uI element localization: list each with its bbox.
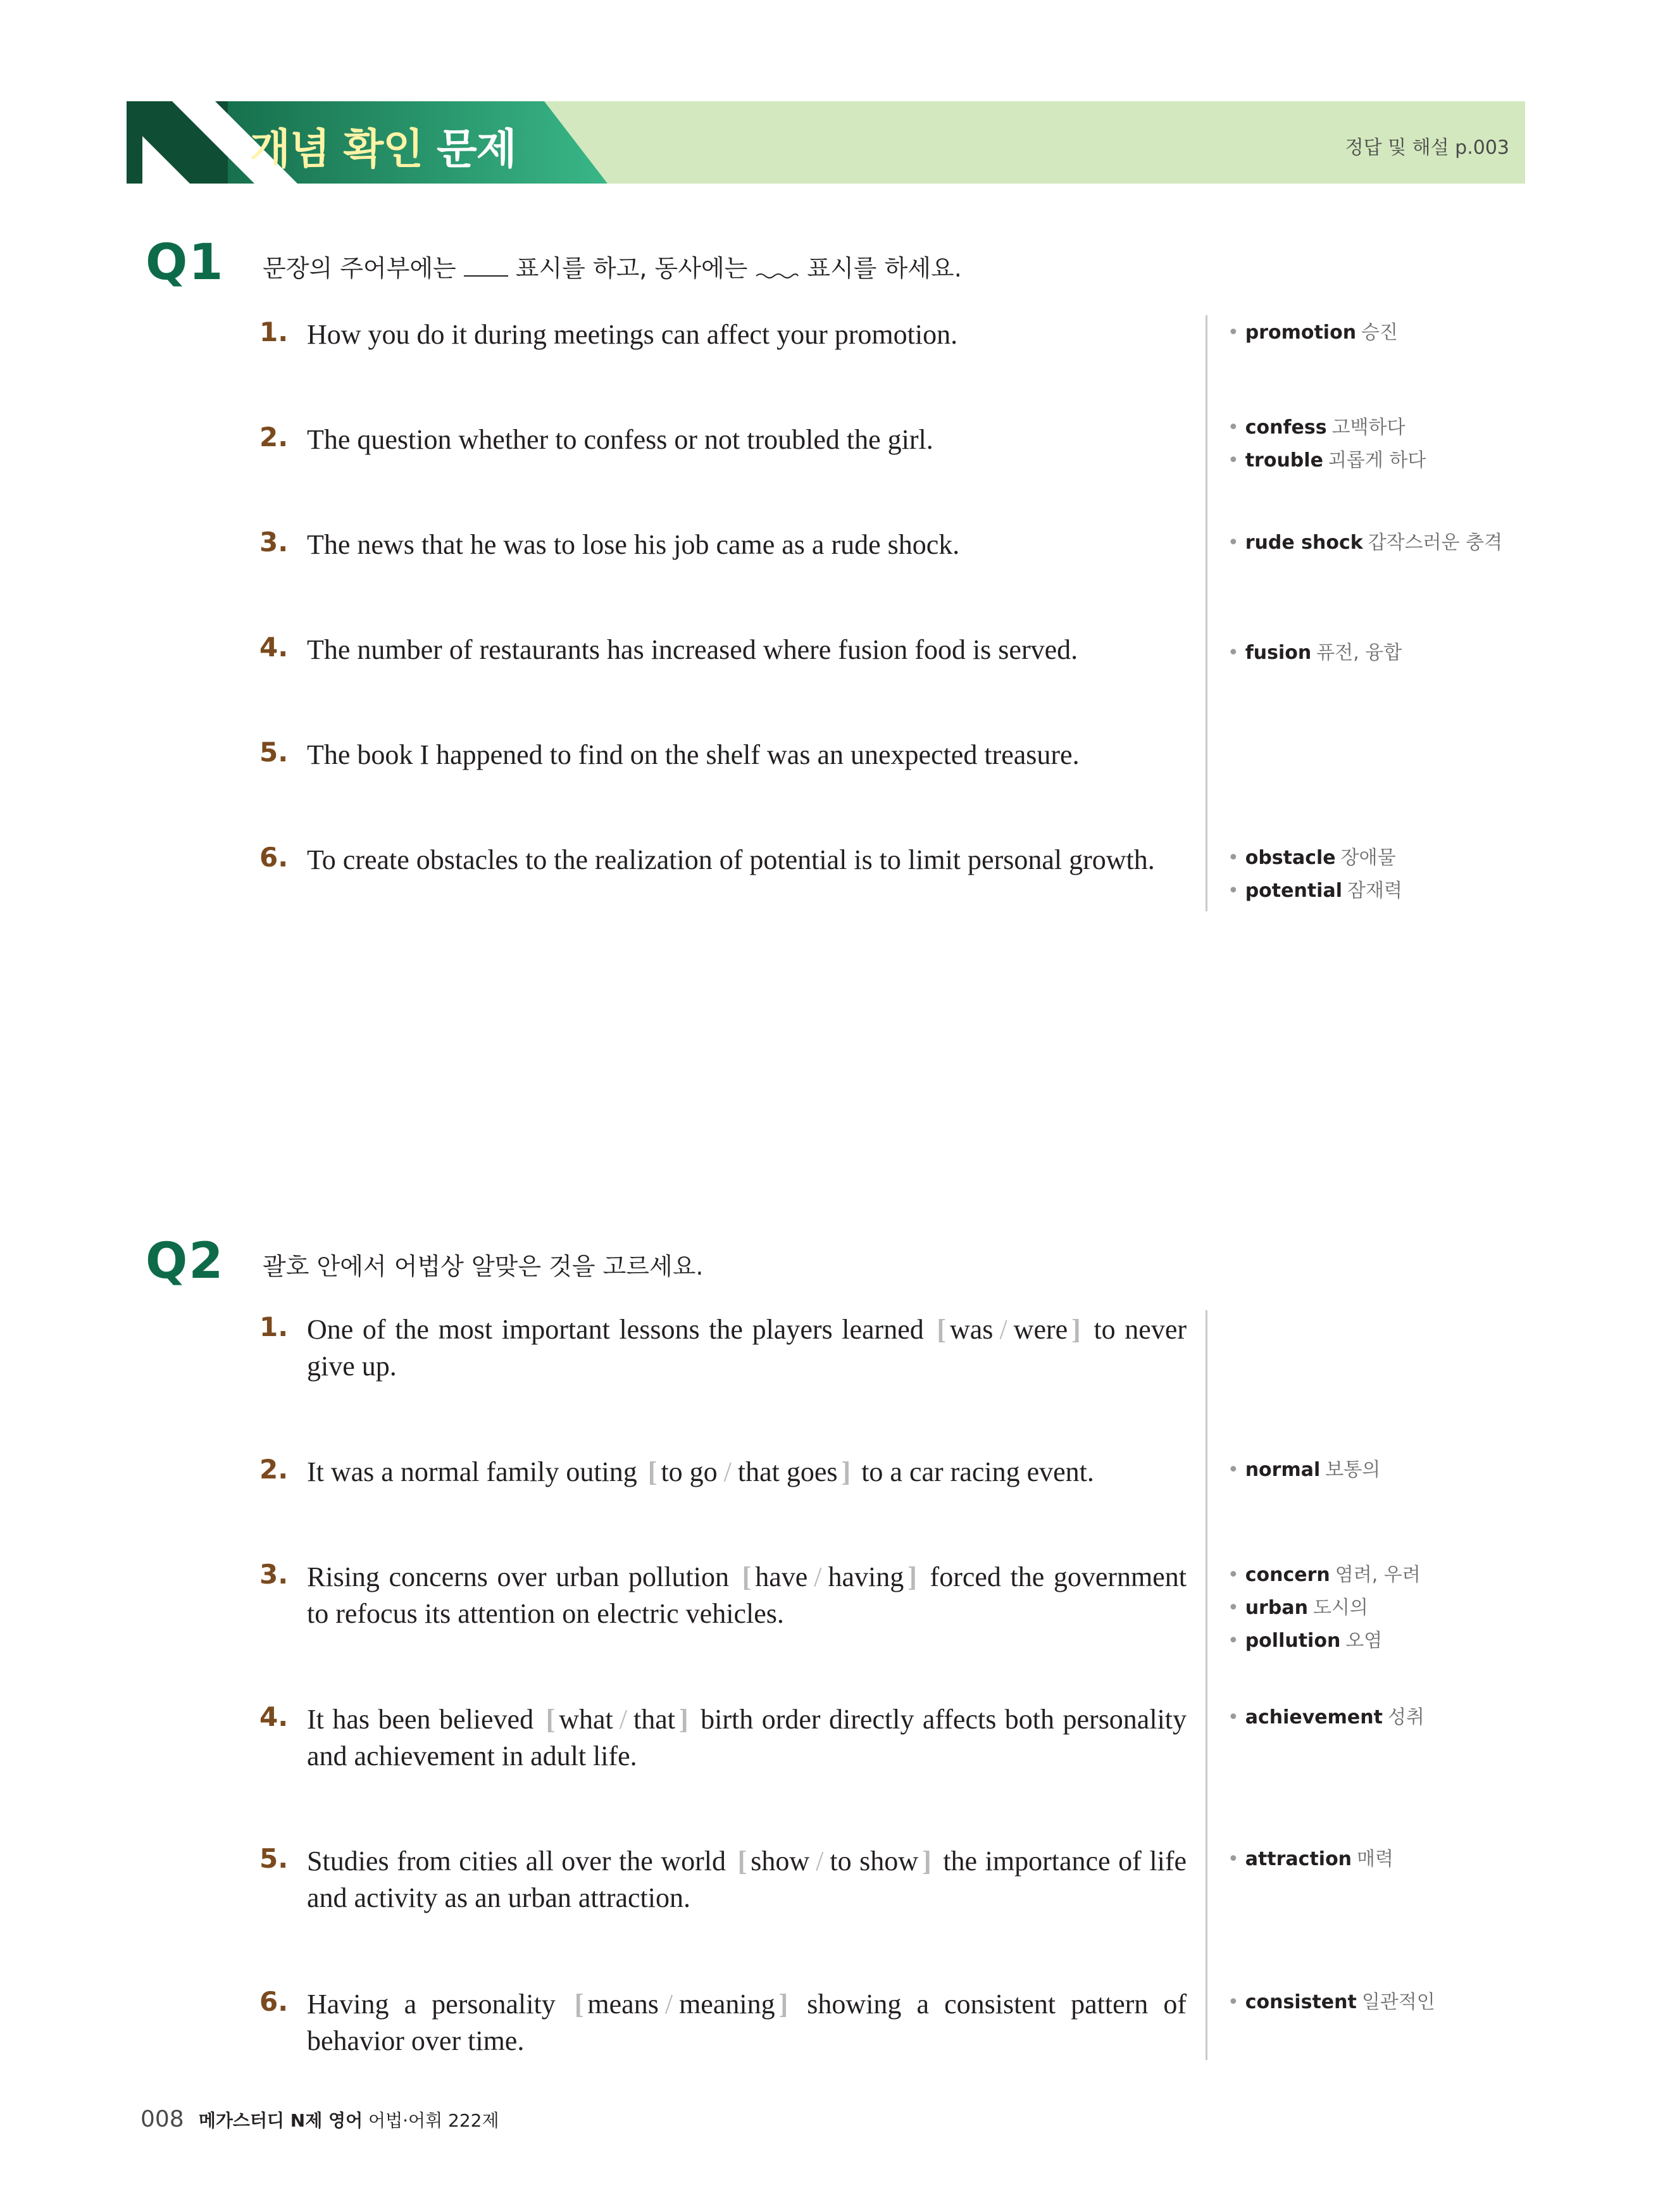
- q1-vocab-3: [1228, 527, 1502, 559]
- slash-divider: /: [664, 1989, 673, 2020]
- item-number: 2.: [259, 1454, 289, 1485]
- item-number: 1.: [259, 316, 289, 347]
- wavy-underline-mark: [755, 251, 799, 277]
- q1-label: Q1: [146, 234, 225, 291]
- header-banner: [0, 0, 1658, 190]
- vocab-meaning: 잠재력: [1347, 880, 1402, 902]
- sentence-before: It was a normal family outing: [307, 1456, 637, 1487]
- q1-item-1: [259, 316, 1187, 353]
- vocab-entry: [1228, 1559, 1421, 1592]
- q1-item-3: [259, 527, 1187, 563]
- vocab-word: rude shock: [1245, 532, 1363, 554]
- close-bracket: ]: [778, 1989, 788, 2020]
- choice-option-2[interactable]: having: [828, 1561, 904, 1592]
- bullet-icon: •: [1228, 1597, 1239, 1619]
- open-bracket: [: [647, 1456, 658, 1487]
- vocab-entry: [1228, 1592, 1421, 1625]
- item-number: 3.: [259, 527, 289, 558]
- vocab-meaning: 도시의: [1312, 1597, 1368, 1619]
- item-number: 4.: [259, 632, 289, 663]
- q2-label: Q2: [146, 1233, 225, 1290]
- item-sentence: The question whether to confess or not troubled the girl.: [307, 424, 933, 455]
- vocab-meaning: 매력: [1357, 1848, 1394, 1870]
- vocab-word: normal: [1245, 1459, 1321, 1481]
- item-number: 5.: [259, 737, 289, 768]
- q1-item-5: [259, 737, 1187, 773]
- open-bracket: [: [737, 1846, 747, 1877]
- bullet-icon: •: [1228, 449, 1239, 472]
- item-number: 5.: [259, 1843, 289, 1874]
- vocab-meaning: 일관적인: [1361, 1991, 1435, 2013]
- vocab-entry: [1228, 527, 1502, 559]
- vocab-entry: [1228, 316, 1398, 349]
- item-number: 6.: [259, 1986, 289, 2017]
- vocab-meaning: 고백하다: [1331, 416, 1406, 439]
- vocab-entry: [1228, 444, 1426, 477]
- sentence-after: to a car racing event.: [861, 1456, 1094, 1487]
- section-title-part2: 문제: [437, 125, 516, 173]
- bullet-icon: •: [1228, 880, 1239, 902]
- vocab-word: trouble: [1245, 449, 1323, 472]
- q1-vocab-2: [1228, 411, 1426, 477]
- book-title-bold: 메가스터디 N제 영어: [198, 2110, 363, 2131]
- close-bracket: ]: [678, 1704, 689, 1735]
- bullet-icon: •: [1228, 1991, 1239, 2013]
- vocab-entry: [1228, 1454, 1380, 1487]
- item-number: 4.: [259, 1701, 289, 1732]
- vocab-word: potential: [1245, 880, 1342, 902]
- item-number: 2.: [259, 422, 289, 453]
- item-sentence: How you do it during meetings can affect your promotion.: [307, 319, 958, 350]
- sentence-after: birth order directly affects both personality and achievement in adult life.: [307, 1704, 1187, 1771]
- item-sentence: The news that he was to lose his job came as a rude shock.: [307, 529, 960, 560]
- choice-option-2[interactable]: that: [633, 1704, 675, 1735]
- bullet-icon: •: [1228, 1706, 1239, 1728]
- open-bracket: [: [574, 1989, 584, 2020]
- bullet-icon: •: [1228, 416, 1239, 439]
- q2-item-3: [259, 1559, 1187, 1632]
- choice-option-1[interactable]: what: [559, 1704, 613, 1735]
- sentence-before: It has been believed: [307, 1704, 534, 1735]
- q2-item-2: [259, 1454, 1187, 1490]
- close-bracket: ]: [922, 1846, 932, 1877]
- choice-option-2[interactable]: were: [1013, 1314, 1068, 1345]
- q2-vocab-4: [1228, 1701, 1424, 1734]
- vocab-entry: [1228, 1701, 1424, 1734]
- bullet-icon: •: [1228, 532, 1239, 554]
- item-number: 3.: [259, 1559, 289, 1590]
- vocab-word: obstacle: [1245, 847, 1336, 869]
- q2-vocab-6: [1228, 1986, 1435, 2019]
- item-sentence: [307, 1311, 1187, 1385]
- q1-instruction-part2: 표시를 하고, 동사에는: [515, 254, 748, 282]
- section-title-part1: 개념 확인: [250, 125, 423, 173]
- vocab-meaning: 성취: [1387, 1706, 1424, 1728]
- vocab-meaning: 장애물: [1340, 847, 1396, 869]
- q2-vocab-5: [1228, 1843, 1393, 1876]
- vocab-entry: [1228, 411, 1426, 444]
- sentence-after: showing a consistent pattern of behavior over time.: [307, 1989, 1187, 2056]
- sentence-after: to never give up.: [307, 1314, 1187, 1382]
- vocab-word: concern: [1245, 1564, 1330, 1586]
- vocab-meaning: 괴롭게 하다: [1328, 449, 1426, 472]
- sentence-before: One of the most important lessons the players learned: [307, 1314, 924, 1345]
- choice-option-1[interactable]: have: [755, 1561, 808, 1592]
- vocab-meaning: 갑작스러운 충격: [1368, 532, 1503, 554]
- q2-item-6: [259, 1986, 1187, 2059]
- q2-vocab-3: [1228, 1559, 1421, 1658]
- q2-vocab-2: [1228, 1454, 1380, 1487]
- q2-divider: [1206, 1310, 1207, 2060]
- q1-vocab-1: [1228, 316, 1398, 349]
- choice-option-1[interactable]: means: [587, 1989, 659, 2020]
- q1-vocab-6: [1228, 842, 1402, 908]
- bullet-icon: •: [1228, 1459, 1239, 1481]
- close-bracket: ]: [907, 1561, 917, 1592]
- q1-vocab-4: [1228, 637, 1402, 670]
- vocab-word: confess: [1245, 416, 1327, 439]
- q2-instruction: 괄호 안에서 어법상 알맞은 것을 고르세요.: [263, 1253, 704, 1280]
- bullet-icon: •: [1228, 1848, 1239, 1870]
- underline-mark: [464, 254, 508, 277]
- vocab-entry: [1228, 842, 1402, 875]
- vocab-word: pollution: [1245, 1630, 1341, 1652]
- vocab-entry: [1228, 1986, 1435, 2019]
- vocab-word: promotion: [1245, 322, 1357, 344]
- choice-option-2[interactable]: to show: [830, 1846, 919, 1877]
- bullet-icon: •: [1228, 1630, 1239, 1652]
- q1-instruction: [263, 249, 962, 284]
- vocab-meaning: 오염: [1345, 1630, 1383, 1652]
- q2-item-4: [259, 1701, 1187, 1775]
- slash-divider: /: [619, 1704, 627, 1735]
- open-bracket: [: [937, 1314, 946, 1345]
- choice-option-1[interactable]: to go: [661, 1456, 718, 1487]
- book-title: [199, 2110, 499, 2131]
- item-sentence: The book I happened to find on the shelf was an unexpected treasure.: [307, 739, 1080, 770]
- close-bracket: ]: [841, 1456, 851, 1487]
- q1-item-6: [259, 842, 1187, 878]
- vocab-word: achievement: [1245, 1706, 1383, 1728]
- page-footer: [140, 2106, 499, 2132]
- sentence-after: forced the government to refocus its attention on electric vehicles.: [307, 1561, 1187, 1629]
- item-number: 6.: [259, 842, 289, 873]
- choice-option-1[interactable]: show: [751, 1846, 810, 1877]
- sentence-before: Studies from cities all over the world: [307, 1846, 726, 1877]
- choice-option-2[interactable]: meaning: [679, 1989, 775, 2020]
- sentence-after: the importance of life and activity as an urban attraction.: [307, 1846, 1187, 1913]
- vocab-meaning: 퓨전, 융합: [1316, 642, 1402, 664]
- vocab-word: consistent: [1245, 1991, 1357, 2013]
- slash-divider: /: [999, 1314, 1007, 1345]
- vocab-entry: [1228, 1625, 1421, 1658]
- q1-item-4: [259, 632, 1187, 668]
- item-sentence: [307, 1559, 1187, 1632]
- item-sentence: [307, 1986, 1187, 2059]
- choice-option-1[interactable]: was: [950, 1314, 994, 1345]
- item-sentence: To create obstacles to the realization of potential is to limit personal growth.: [307, 844, 1155, 875]
- bullet-icon: •: [1228, 1564, 1239, 1586]
- q2-item-5: [259, 1843, 1187, 1916]
- answer-reference: 정답 및 해설 p.003: [1345, 137, 1509, 159]
- vocab-entry: [1228, 1843, 1393, 1876]
- slash-divider: /: [723, 1456, 732, 1487]
- vocab-word: urban: [1245, 1597, 1308, 1619]
- item-sentence: [307, 1454, 1187, 1490]
- item-sentence: [307, 1701, 1187, 1775]
- open-bracket: [: [742, 1561, 752, 1592]
- bullet-icon: •: [1228, 642, 1239, 664]
- bullet-icon: •: [1228, 322, 1239, 344]
- bullet-icon: •: [1228, 847, 1239, 869]
- q1-instruction-part1: 문장의 주어부에는: [263, 254, 456, 282]
- book-title-rest: 어법·어휘 222제: [368, 2110, 499, 2131]
- vocab-entry: [1228, 637, 1402, 670]
- section-title: [250, 115, 516, 175]
- vocab-meaning: 염려, 우려: [1335, 1564, 1421, 1586]
- q1-instruction-part3: 표시를 하세요.: [807, 254, 962, 282]
- vocab-meaning: 승진: [1361, 322, 1399, 344]
- vocab-entry: [1228, 875, 1402, 908]
- sentence-before: Rising concerns over urban pollution: [307, 1561, 729, 1592]
- vocab-word: attraction: [1245, 1848, 1352, 1870]
- slash-divider: /: [814, 1561, 822, 1592]
- slash-divider: /: [816, 1846, 824, 1877]
- q1-item-2: [259, 422, 1187, 458]
- open-bracket: [: [545, 1704, 556, 1735]
- item-sentence: The number of restaurants has increased where fusion food is served.: [307, 634, 1078, 665]
- q2-item-1: [259, 1311, 1187, 1385]
- item-sentence: [307, 1843, 1187, 1916]
- vocab-meaning: 보통의: [1325, 1459, 1381, 1481]
- choice-option-2[interactable]: that goes: [737, 1456, 838, 1487]
- item-number: 1.: [259, 1311, 289, 1342]
- close-bracket: ]: [1071, 1314, 1081, 1345]
- q1-divider: [1206, 315, 1207, 911]
- sentence-before: Having a personality: [307, 1989, 556, 2020]
- page-number: 008: [140, 2106, 184, 2132]
- vocab-word: fusion: [1245, 642, 1312, 664]
